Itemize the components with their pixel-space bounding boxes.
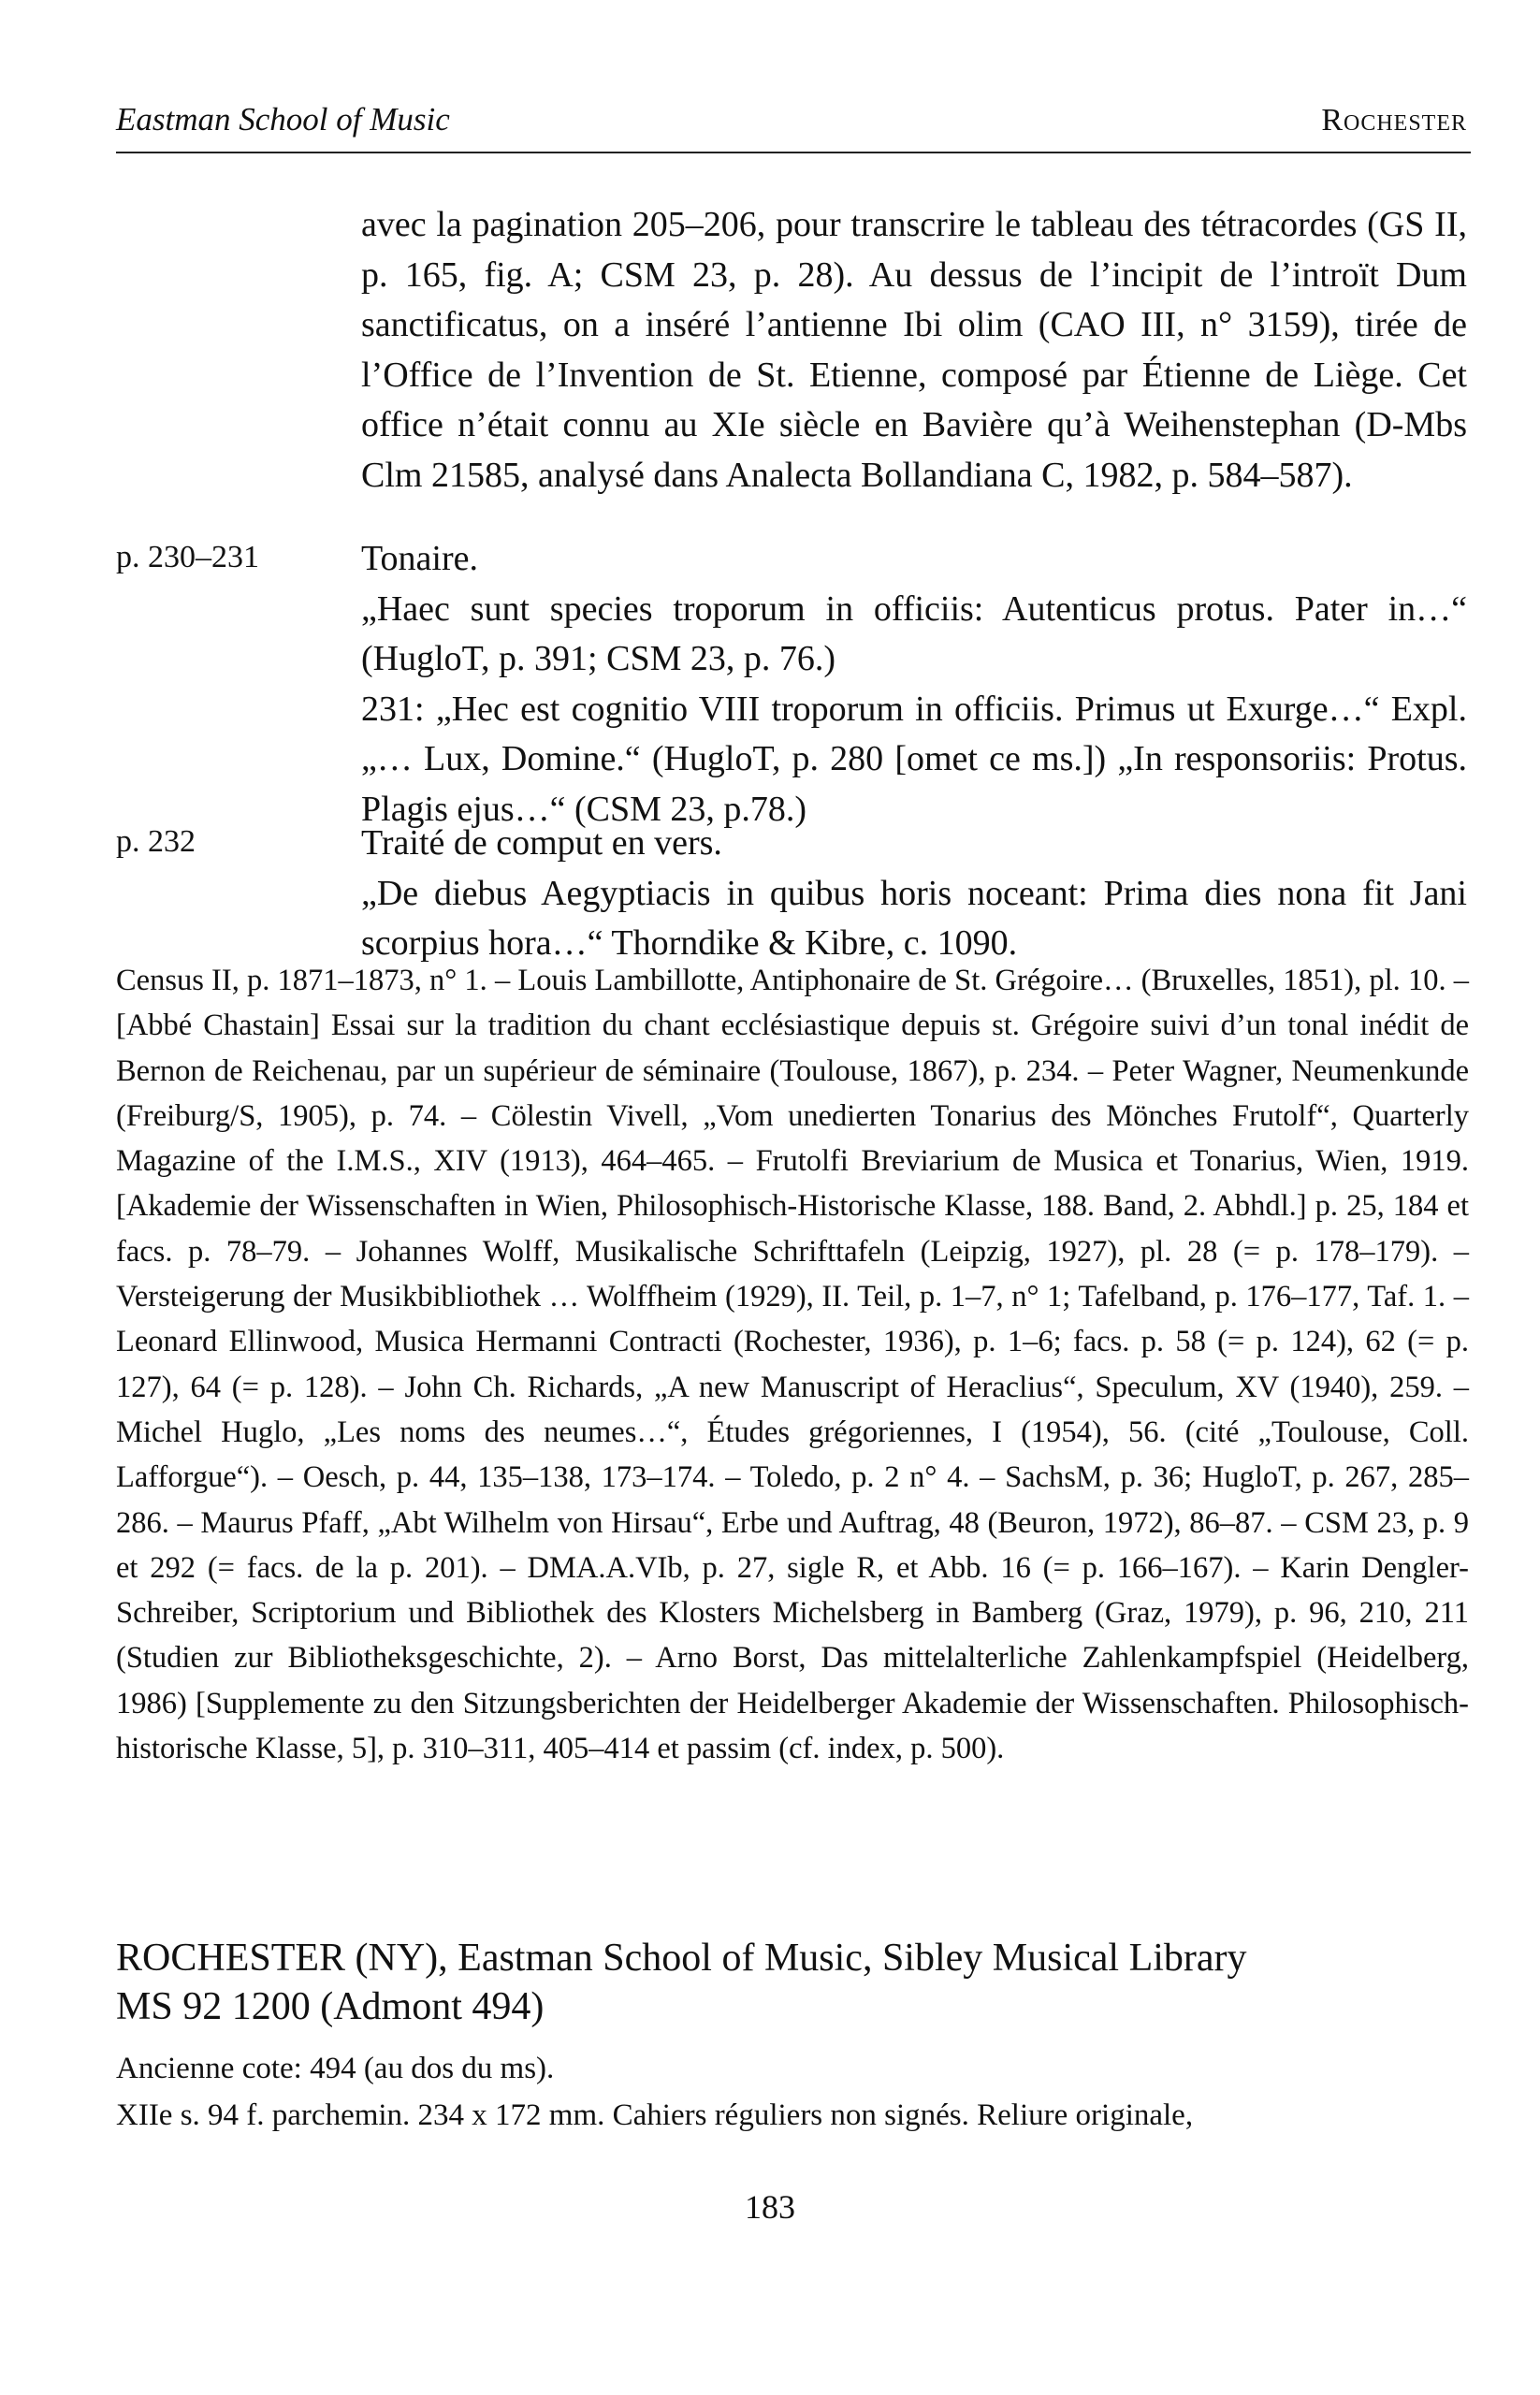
entry-paragraph: avec la pagination 205–206, pour transcrire le tableau des tétracordes (GS II, p. 165, fig. A; CSM 23, p. 28). Au dessus de l’incipit de l’introït Dum sanctificatus, on a inséré l’antienne Ibi olim (CAO III, n° 3159), tirée de l’Office de l’Invention de St. Etienne, composé par Étienne de Liège. Cet office n’était connu au XIe siècle en Bavière qu’à Weihenstephan (D-Mbs Clm 21585, analysé dans Analecta Bollandiana C, 1982, p. 584–587).	[361, 205, 1467, 495]
entry-continuation	[116, 200, 1467, 501]
manuscript-meta	[116, 2045, 1469, 2139]
manuscript-heading-line1: ROCHESTER (NY), Eastman School of Music, Sibley Musical Library	[116, 1937, 1247, 1980]
entry-title: Tonaire.	[361, 539, 479, 578]
manuscript-heading	[116, 1934, 1469, 2031]
entry-title: Traité de comput en vers.	[361, 823, 722, 863]
page-number: 183	[745, 2188, 795, 2226]
ancienne-cote: Ancienne cote: 494 (au dos du ms).	[116, 2052, 555, 2085]
entry-tonaire	[116, 534, 1467, 835]
running-header-title: Eastman School of Music	[116, 101, 450, 138]
physical-description: XIIe s. 94 f. parchemin. 234 x 172 mm. Cahiers réguliers non signés. Reliure originale,	[116, 2098, 1194, 2132]
folio-label: p. 232	[116, 824, 196, 859]
entry-comput	[116, 819, 1467, 969]
entry-paragraph: 231: „Hec est cognitio VIII troporum in officiis. Primus ut Exurge…“ Expl. „… Lux, Domine.“ (HugloT, p. 280 [omet ce ms.]) „In responsoriis: Protus. Plagis ejus…“ (CSM 23, p.78.)	[361, 689, 1467, 829]
entry-paragraph: „Haec sunt species troporum in officiis: Autenticus protus. Pater in…“ (HugloT, p. 391; CSM 23, p. 76.)	[361, 588, 1467, 678]
bibliography-census: Census II, p. 1871–1873, n° 1. – Louis Lambillotte, Antiphonaire de St. Grégoire… (Bruxelles, 1851), pl. 10. – [Abbé Chastain] Essai sur la tradition du chant ecclésiastique depuis st. Grégoire suivi d’un tonal inédit de Bernon de Reichenau, par un supérieur de séminaire (Toulouse, 1867), p. 234. – Peter Wagner, Neumenkunde (Freiburg/S, 1905), p. 74. – Cölestin Vivell, „Vom unedierten Tonarius des Mönches Frutolf“, Quarterly Magazine of the I.M.S., XIV (1913), 464–465. – Frutolfi Breviarium de Musica et Tonarius, Wien, 1919. [Akademie der Wissenschaften in Wien, Philosophisch-Historische Klasse, 188. Band, 2. Abhdl.] p. 25, 184 et facs. p. 78–79. – Johannes Wolff, Musikalische Schrifttafeln (Leipzig, 1927), pl. 28 (= p. 178–179). – Versteigerung der Musikbibliothek … Wolffheim (1929), II. Teil, p. 1–7, n° 1; Tafelband, p. 176–177, Taf. 1. – Leonard Ellinwood, Musica Hermanni Contracti (Rochester, 1936), p. 1–6; facs. p. 58 (= p. 124), 62 (= p. 127), 64 (= p. 128). – John Ch. Richards, „A new Manuscript of Heraclius“, Speculum, XV (1940), 259. – Michel Huglo, „Les noms des neumes…“, Études grégoriennes, I (1954), 56. (cité „Toulouse, Coll. Lafforgue“). – Oesch, p. 44, 135–138, 173–174. – Toledo, p. 2 n° 4. – SachsM, p. 36; HugloT, p. 267, 285–286. – Maurus Pfaff, „Abt Wilhelm von Hirsau“, Erbe und Auftrag, 48 (Beuron, 1972), 86–87. – CSM 23, p. 9 et 292 (= facs. de la p. 201). – DMA.A.VIb, p. 27, sigle R, et Abb. 16 (= p. 166–167). – Karin Dengler-Schreiber, Scriptorium und Bibliothek des Klosters Michelsberg in Bamberg (Graz, 1979), p. 96, 210, 211 (Studien zur Bibliotheksgeschichte, 2). – Arno Borst, Das mittelalterliche Zahlenkampfspiel (Heidelberg, 1986) [Supplemente zu den Sitzungsberichten der Heidelberger Akademie der Wissenschaften. Philosophisch-historische Klasse, 5], p. 310–311, 405–414 et passim (cf. index, p. 500).	[116, 964, 1469, 1766]
running-header-city-text: Rochester	[1321, 103, 1467, 138]
folio-label: p. 230–231	[116, 540, 259, 574]
entry-paragraph: „De diebus Aegyptiacis in quibus horis noceant: Prima dies nona fit Jani scorpius hora…“ Thorndike & Kibre, c. 1090.	[361, 873, 1467, 963]
manuscript-heading-line2: MS 92 1200 (Admont 494)	[116, 1985, 545, 2028]
running-header-city	[1321, 103, 1467, 138]
header-rule	[116, 152, 1471, 153]
